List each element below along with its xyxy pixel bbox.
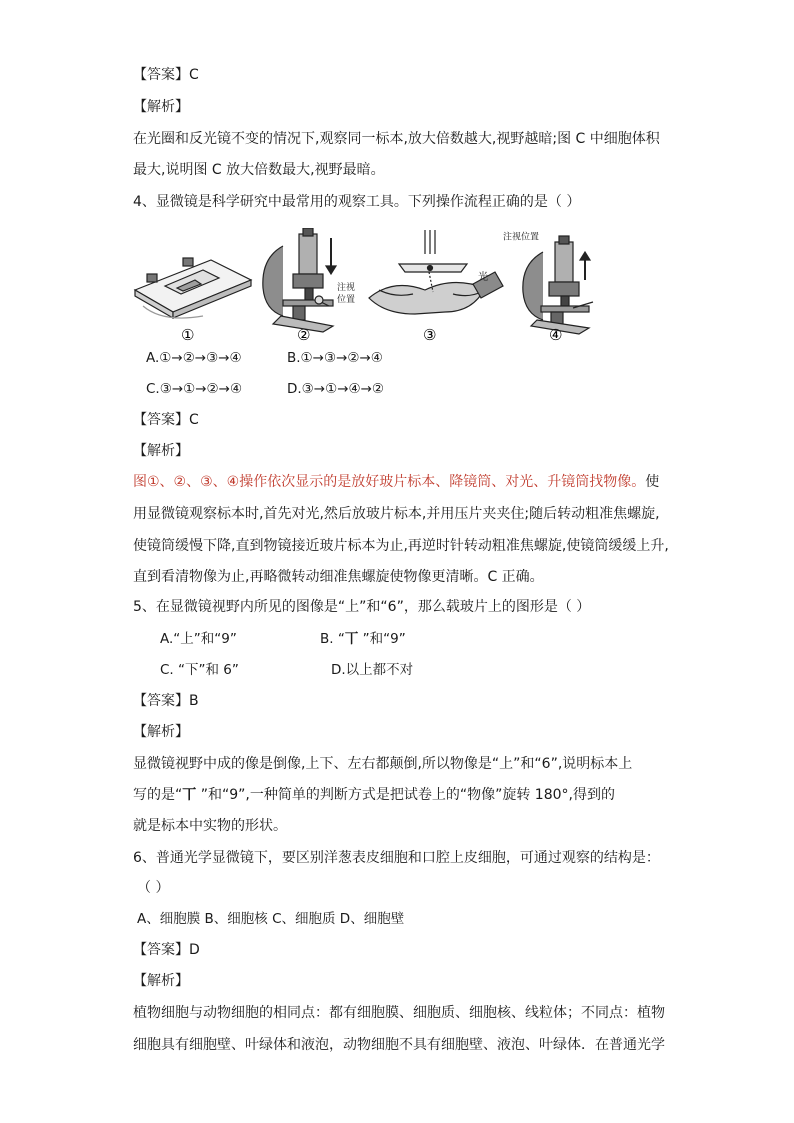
q4-option-a: A.①→②→③→④ bbox=[146, 350, 242, 366]
figure-annotation-1: 注视 bbox=[337, 283, 356, 293]
q4-option-d: D.③→①→④→② bbox=[287, 381, 385, 397]
figure-label-4: ④ bbox=[549, 326, 563, 344]
q4-analysis-first-line bbox=[133, 473, 659, 491]
q6-stem: 6、普通光学显微镜下，要区别洋葱表皮细胞和口腔上皮细胞，可通过观察的结构是： bbox=[133, 850, 660, 866]
q4-analysis-line: 用显微镜观察标本时,首先对光,然后放玻片标本,并用压片夹夹住;随后转动粗准焦螺旋, bbox=[133, 506, 660, 522]
q5-analysis-line bbox=[133, 786, 615, 804]
q4-analysis-red-text: 图①、②、③、④操作依次显示的是放好玻片标本、降镜筒、对光、升镜筒找物像。 bbox=[133, 474, 646, 490]
q5-analysis-glyph: 丅 bbox=[182, 787, 197, 803]
figure-annotation-2: 注视位置 bbox=[503, 232, 540, 243]
q5-analysis-line: 就是标本中实物的形状。 bbox=[133, 818, 287, 834]
q5-analysis-line2-suffix: ”和“9”,一种简单的判断方式是把试卷上的“物像”旋转 180°,得到的 bbox=[196, 787, 615, 803]
q5-analysis-label: 【解析】 bbox=[133, 724, 189, 740]
figure-label-1: ① bbox=[181, 326, 195, 344]
q4-stem: 4、显微镜是科学研究中最常用的观察工具。下列操作流程正确的是（ ） bbox=[133, 194, 581, 210]
q4-option-c: C.③→①→②→④ bbox=[146, 381, 243, 397]
q5-option-c: C. “下”和 6” bbox=[160, 662, 239, 678]
q5-analysis-line2-prefix: 写的是“ bbox=[133, 787, 183, 803]
q6-analysis-line: 细胞具有细胞壁、叶绿体和液泡，动物细胞不具有细胞壁、液泡、叶绿体．在普通光学 bbox=[133, 1037, 665, 1053]
q5-option-b bbox=[320, 630, 406, 648]
lower-tube-illustration bbox=[263, 228, 336, 332]
q4-analysis-line: 使镜筒缓慢下降,直到物镜接近玻片标本为止,再逆时针转动粗准焦螺旋,使镜筒缓缓上升, bbox=[133, 538, 669, 554]
q3-answer: 【答案】C bbox=[133, 67, 199, 83]
q5-option-b-glyph: 丅 bbox=[344, 631, 359, 647]
q3-analysis-line: 最大,说明图 C 放大倍数最大,视野最暗。 bbox=[133, 162, 385, 178]
q5-option-b-suffix: ”和“9” bbox=[358, 631, 406, 647]
q4-option-b: B.①→③→②→④ bbox=[287, 350, 383, 366]
figure-label-3: ③ bbox=[423, 326, 437, 344]
stage-slide-illustration bbox=[135, 258, 251, 318]
figure-label-2: ② bbox=[297, 326, 311, 344]
q6-analysis-line: 植物细胞与动物细胞的相同点：都有细胞膜、细胞质、细胞核、线粒体；不同点：植物 bbox=[133, 1005, 665, 1021]
figure-annotation-light: 光 bbox=[478, 272, 488, 283]
q3-analysis-label: 【解析】 bbox=[133, 99, 189, 115]
q4-analysis-label: 【解析】 bbox=[133, 443, 189, 459]
q4-answer: 【答案】C bbox=[133, 412, 199, 428]
q5-option-a: A.“上”和“9” bbox=[160, 631, 237, 647]
q6-options: A、细胞膜 B、细胞核 C、细胞质 D、细胞壁 bbox=[137, 911, 405, 927]
figure-annotation-1b: 位置 bbox=[337, 295, 356, 305]
q5-option-b-prefix: B. “ bbox=[320, 631, 345, 647]
raise-tube-illustration bbox=[523, 236, 593, 334]
q3-analysis-line: 在光圈和反光镜不变的情况下,观察同一标本,放大倍数越大,视野越暗;图 C 中细胞体积 bbox=[133, 131, 660, 147]
q5-option-d: D.以上都不对 bbox=[331, 662, 414, 678]
q4-analysis-red-tail: 使 bbox=[645, 474, 660, 490]
q6-analysis-label: 【解析】 bbox=[133, 973, 189, 989]
q6-answer: 【答案】D bbox=[133, 942, 200, 958]
q5-answer: 【答案】B bbox=[133, 693, 199, 709]
q4-microscope-figure bbox=[133, 228, 603, 346]
q5-stem: 5、在显微镜视野内所见的图像是“上”和“6”，那么载玻片上的图形是（ ） bbox=[133, 599, 591, 615]
q5-analysis-line: 显微镜视野中成的像是倒像,上下、左右都颠倒,所以物像是“上”和“6”,说明标本上 bbox=[133, 756, 633, 772]
q4-analysis-line: 直到看清物像为止,再略微转动细准焦螺旋使物像更清晰。C 正确。 bbox=[133, 569, 544, 585]
q6-stem-blank: （ ） bbox=[137, 880, 170, 896]
